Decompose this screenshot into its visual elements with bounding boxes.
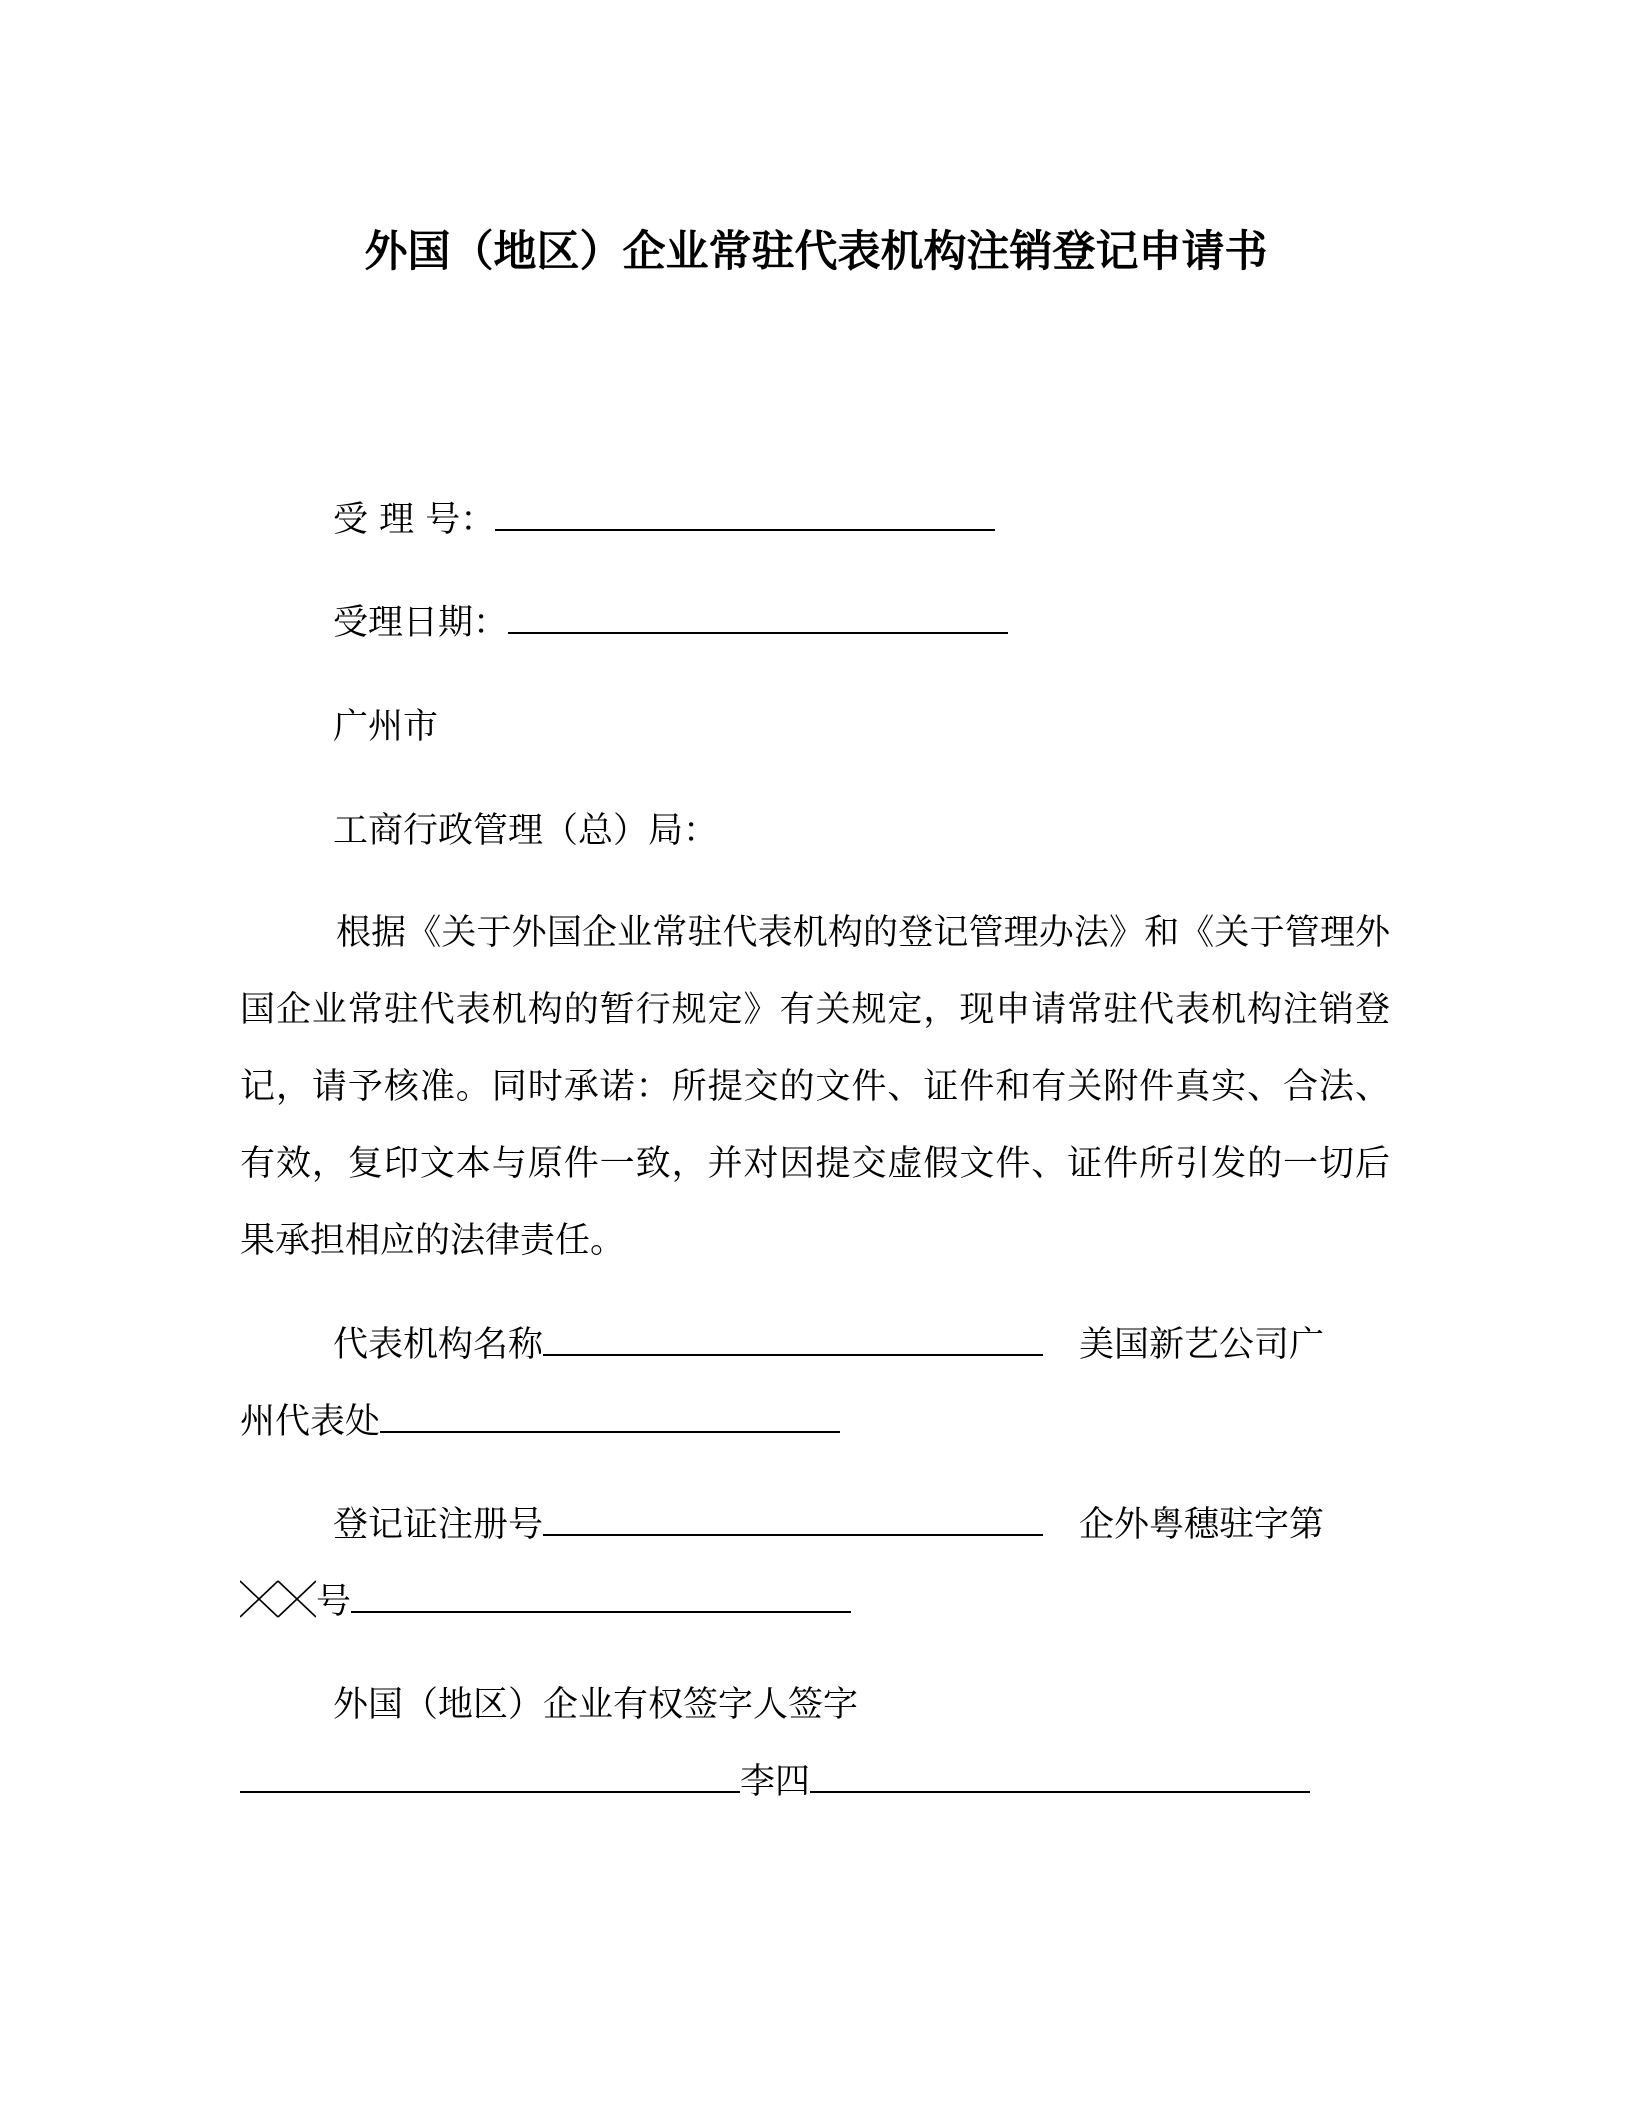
reg-no-suffix: 号 bbox=[316, 1582, 352, 1622]
accept-date-blank bbox=[508, 602, 1008, 634]
org-name-row-2 bbox=[240, 1397, 840, 1447]
reg-no-label: 登记证注册号 bbox=[333, 1505, 544, 1545]
reg-no-row bbox=[333, 1500, 1324, 1550]
city-line: 广州市 bbox=[333, 707, 439, 747]
reg-no-blank bbox=[543, 1504, 1043, 1536]
org-name-row bbox=[333, 1320, 1324, 1370]
org-name-blank bbox=[543, 1324, 1043, 1356]
signer-blank-left bbox=[240, 1761, 740, 1793]
accept-no-label: 受 理 号： bbox=[333, 500, 496, 540]
signer-name: 李四 bbox=[740, 1762, 811, 1802]
accept-date-row bbox=[333, 598, 1008, 648]
signer-label: 外国（地区）企业有权签字人签字 bbox=[333, 1685, 859, 1725]
bureau-line: 工商行政管理（总）局： bbox=[333, 811, 719, 851]
signer-blank-right bbox=[810, 1761, 1310, 1793]
crossed-boxes-icon bbox=[240, 1579, 316, 1619]
accept-no-blank bbox=[495, 499, 995, 531]
reg-no-row-2 bbox=[240, 1577, 851, 1627]
org-name-label: 代表机构名称 bbox=[333, 1325, 544, 1365]
org-name-blank-2 bbox=[380, 1401, 840, 1433]
signer-row bbox=[240, 1757, 1310, 1807]
accept-date-label: 受理日期： bbox=[333, 603, 509, 643]
reg-no-value: 企外粤穗驻字第 bbox=[1079, 1505, 1325, 1545]
org-name-value-cont: 州代表处 bbox=[240, 1402, 381, 1442]
document-title: 外国（地区）企业常驻代表机构注销登记申请书 bbox=[364, 227, 1268, 277]
reg-no-blank-2 bbox=[351, 1581, 851, 1613]
accept-no-row bbox=[333, 495, 995, 545]
body-paragraph: 根据《关于外国企业常驻代表机构的登记管理办法》和《关于管理外国企业常驻代表机构的暂行规定》有关规定，现申请常驻代表机构注销登记，请予核准。同时承诺：所提交的文件、证件和有关附件真实、合法、有效，复印文本与原件一致，并对因提交虚假文件、证件所引发的一切后果承担相应的法律责任。 bbox=[240, 913, 1390, 1261]
org-name-value: 美国新艺公司广 bbox=[1079, 1325, 1325, 1365]
